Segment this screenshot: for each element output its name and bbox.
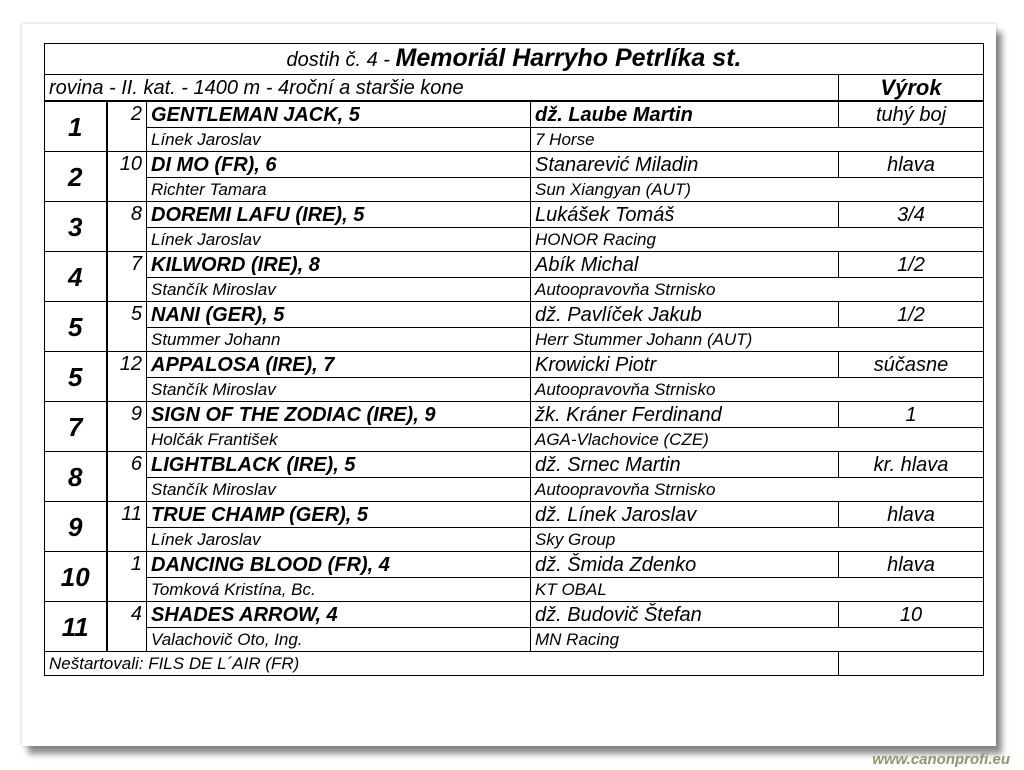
jockey-name: dž. Pavlíček Jakub — [531, 302, 839, 328]
finish-place: 8 — [45, 452, 107, 502]
result-row — [45, 352, 984, 378]
jockey-name: Stanarević Miladin — [531, 152, 839, 178]
result-subrow — [45, 378, 984, 402]
owner-name: HONOR Racing — [531, 228, 984, 252]
result-row — [45, 602, 984, 628]
result-column-header: Výrok — [839, 75, 984, 102]
start-number: 9 — [107, 402, 147, 452]
horse-name: TRUE CHAMP (GER), 5 — [147, 502, 531, 528]
finish-place: 5 — [45, 352, 107, 402]
result-subrow — [45, 228, 984, 252]
owner-name: 7 Horse — [531, 128, 984, 152]
owner-name: Sun Xiangyan (AUT) — [531, 178, 984, 202]
result-margin: 3/4 — [839, 202, 984, 228]
result-subrow — [45, 478, 984, 502]
result-margin: 1 — [839, 402, 984, 428]
result-row — [45, 302, 984, 328]
horse-name: DOREMI LAFU (IRE), 5 — [147, 202, 531, 228]
jockey-name: dž. Srnec Martin — [531, 452, 839, 478]
result-subrow — [45, 578, 984, 602]
trainer-name: Stummer Johann — [147, 328, 531, 352]
finish-place: 10 — [45, 552, 107, 602]
trainer-name: Richter Tamara — [147, 178, 531, 202]
jockey-name: dž. Budovič Štefan — [531, 602, 839, 628]
jockey-name: Abík Michal — [531, 252, 839, 278]
finish-place: 4 — [45, 252, 107, 302]
start-number: 7 — [107, 252, 147, 302]
trainer-name: Holčák František — [147, 428, 531, 452]
horse-name: KILWORD (IRE), 8 — [147, 252, 531, 278]
result-margin: hlava — [839, 552, 984, 578]
result-margin: 1/2 — [839, 252, 984, 278]
owner-name: Autoopravovňa Strnisko — [531, 378, 984, 402]
horse-name: NANI (GER), 5 — [147, 302, 531, 328]
result-subrow — [45, 278, 984, 302]
race-name: Memoriál Harryho Petrlíka st. — [395, 44, 742, 72]
trainer-name: Tomková Kristína, Bc. — [147, 578, 531, 602]
trainer-name: Stančík Miroslav — [147, 278, 531, 302]
jockey-name: Lukášek Tomáš — [531, 202, 839, 228]
watermark-link[interactable]: www.canonprofi.eu — [872, 751, 1010, 768]
start-number: 2 — [107, 101, 147, 152]
start-number: 10 — [107, 152, 147, 202]
trainer-name: Línek Jaroslav — [147, 128, 531, 152]
jockey-name: žk. Kráner Ferdinand — [531, 402, 839, 428]
jockey-name: Krowicki Piotr — [531, 352, 839, 378]
trainer-name: Valachovič Oto, Ing. — [147, 628, 531, 652]
finish-place: 5 — [45, 302, 107, 352]
jockey-name: dž. Šmida Zdenko — [531, 552, 839, 578]
horse-name: SIGN OF THE ZODIAC (IRE), 9 — [147, 402, 531, 428]
owner-name: Sky Group — [531, 528, 984, 552]
start-number: 1 — [107, 552, 147, 602]
result-margin: hlava — [839, 502, 984, 528]
result-row — [45, 202, 984, 228]
trainer-name: Línek Jaroslav — [147, 228, 531, 252]
result-margin: tuhý boj — [839, 101, 984, 128]
result-subrow — [45, 428, 984, 452]
finish-place: 11 — [45, 602, 107, 652]
start-number: 12 — [107, 352, 147, 402]
finish-place: 3 — [45, 202, 107, 252]
finish-place: 7 — [45, 402, 107, 452]
finish-place: 1 — [45, 101, 107, 152]
horse-name: SHADES ARROW, 4 — [147, 602, 531, 628]
empty-cell — [839, 652, 984, 676]
finish-place: 9 — [45, 502, 107, 552]
owner-name: MN Racing — [531, 628, 984, 652]
result-subrow — [45, 178, 984, 202]
jockey-name: dž. Laube Martin — [531, 101, 839, 128]
finish-place: 2 — [45, 152, 107, 202]
horse-name: DANCING BLOOD (FR), 4 — [147, 552, 531, 578]
trainer-name: Línek Jaroslav — [147, 528, 531, 552]
non-starters: Neštartovali: FILS DE L´AIR (FR) — [45, 652, 839, 676]
jockey-name: dž. Línek Jaroslav — [531, 502, 839, 528]
result-row — [45, 452, 984, 478]
result-margin: 10 — [839, 602, 984, 628]
result-row — [45, 402, 984, 428]
result-subrow — [45, 128, 984, 152]
result-subrow — [45, 628, 984, 652]
trainer-name: Stančík Miroslav — [147, 378, 531, 402]
result-row — [45, 101, 984, 128]
horse-name: LIGHTBLACK (IRE), 5 — [147, 452, 531, 478]
owner-name: Autoopravovňa Strnisko — [531, 278, 984, 302]
result-margin: hlava — [839, 152, 984, 178]
start-number: 8 — [107, 202, 147, 252]
trainer-name: Stančík Miroslav — [147, 478, 531, 502]
result-margin: 1/2 — [839, 302, 984, 328]
race-results-table — [44, 43, 984, 676]
result-subrow — [45, 528, 984, 552]
owner-name: Herr Stummer Johann (AUT) — [531, 328, 984, 352]
race-prefix: dostih č. 4 - — [286, 49, 390, 71]
result-row — [45, 252, 984, 278]
result-subrow — [45, 328, 984, 352]
start-number: 11 — [107, 502, 147, 552]
result-row — [45, 552, 984, 578]
result-row — [45, 152, 984, 178]
horse-name: GENTLEMAN JACK, 5 — [147, 101, 531, 128]
horse-name: APPALOSA (IRE), 7 — [147, 352, 531, 378]
start-number: 4 — [107, 602, 147, 652]
start-number: 5 — [107, 302, 147, 352]
horse-name: DI MO (FR), 6 — [147, 152, 531, 178]
result-margin: súčasne — [839, 352, 984, 378]
result-row — [45, 502, 984, 528]
owner-name: Autoopravovňa Strnisko — [531, 478, 984, 502]
race-conditions: rovina - II. kat. - 1400 m - 4roční a staršie kone — [45, 75, 839, 102]
result-margin: kr. hlava — [839, 452, 984, 478]
owner-name: AGA-Vlachovice (CZE) — [531, 428, 984, 452]
race-title — [45, 44, 984, 75]
owner-name: KT OBAL — [531, 578, 984, 602]
start-number: 6 — [107, 452, 147, 502]
